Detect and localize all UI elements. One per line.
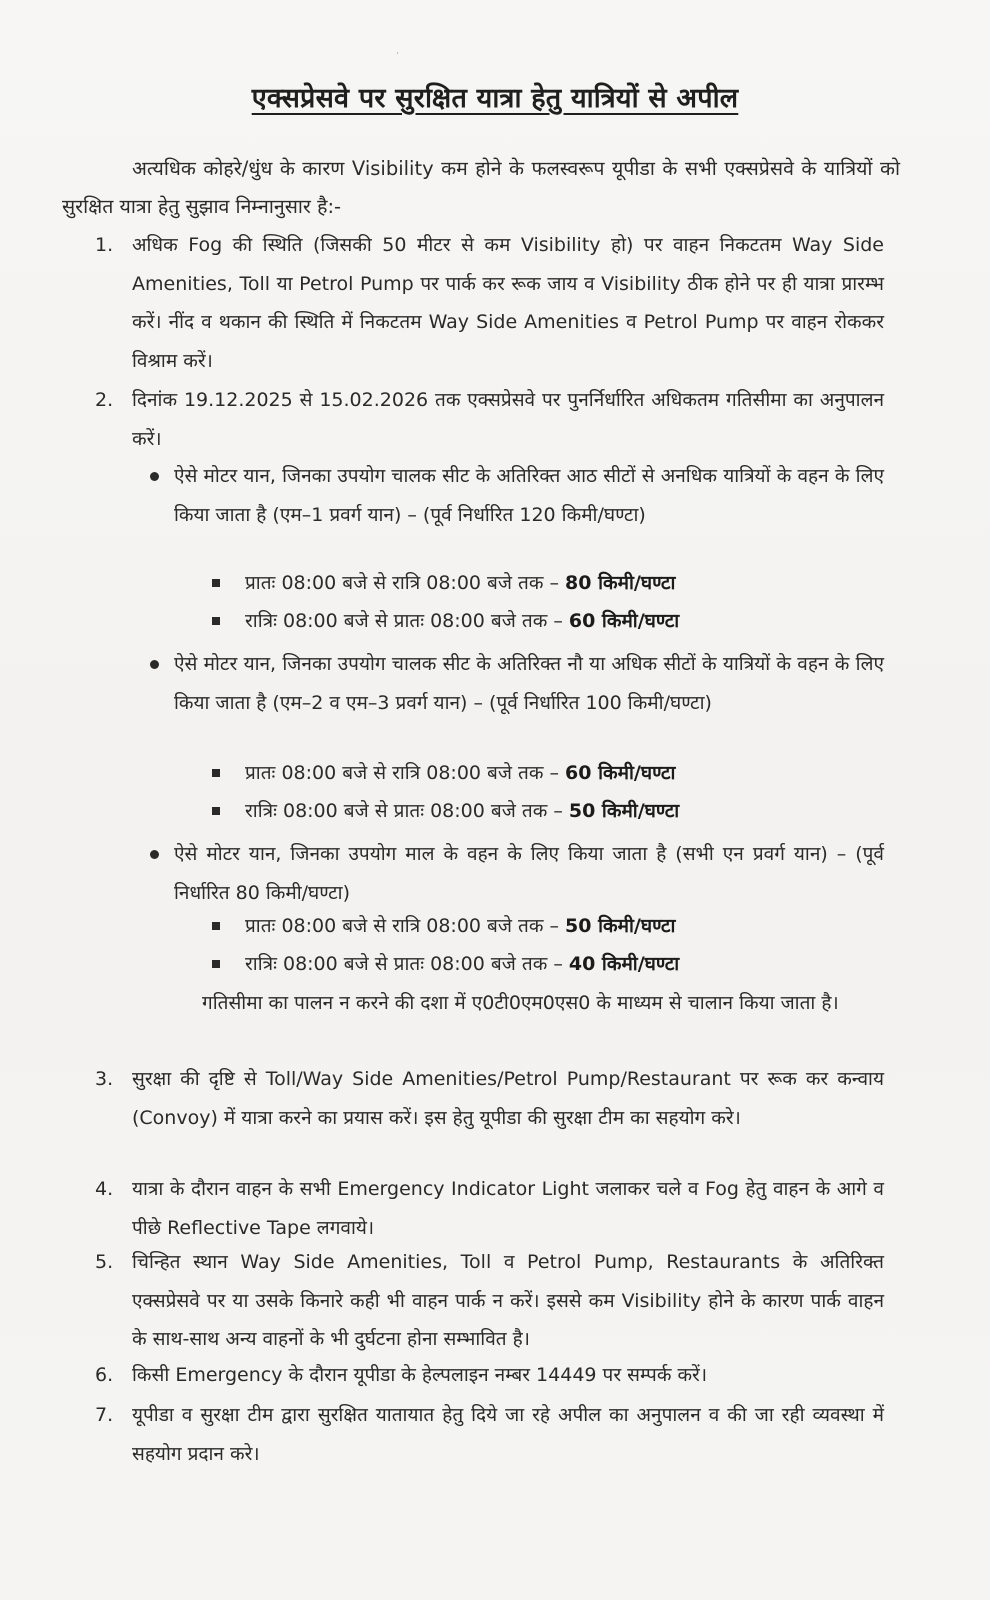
speed-limit-night xyxy=(245,945,679,983)
square-bullet-icon xyxy=(212,922,220,930)
list-item: अधिक Fog की स्थिति (जिसकी 50 मीटर से कम Visibility हो) पर वाहन निकटतम Way Side Amenities, Toll या Petrol Pump पर पार्क कर रूक जाय व Visibility ठीक होने पर ही यात्रा प्रारम्भ करें। नींद व थकान की स्थिति में निकटतम Way Side Amenities व Petrol Pump पर वाहन रोककर विश्राम करें। xyxy=(132,234,884,372)
item-number: 2. xyxy=(95,389,114,411)
document-title: एक्सप्रेसवे पर सुरक्षित यात्रा हेतु यात्रियों से अपील xyxy=(251,83,739,114)
scan-mark: ˙ xyxy=(395,52,400,63)
intro-paragraph: अत्यधिक कोहरे/धुंध के कारण Visibility कम होने के फलस्वरूप यूपीडा के सभी एक्सप्रेसवे के यात्रियों को सुरक्षित यात्रा हेतु सुझाव निम्नानुसार है:- xyxy=(62,157,900,218)
item-number: 6. xyxy=(95,1364,114,1386)
speed-limit-day xyxy=(245,754,675,792)
square-bullet-icon xyxy=(212,960,220,968)
speed-value: 50 किमी/घण्टा xyxy=(565,915,676,937)
speed-value: 50 किमी/घण्टा xyxy=(568,800,680,822)
item-number: 3. xyxy=(95,1068,114,1090)
item-number: 7. xyxy=(95,1404,114,1426)
vehicle-category: ऐसे मोटर यान, जिनका उपयोग चालक सीट के अतिरिक्त आठ सीटों से अनधिक यात्रियों के वहन के लिए किया जाता है (एम–1 प्रवर्ग यान) – (पूर्व निर्धारित 120 किमी/घण्टा) xyxy=(174,465,884,526)
square-bullet-icon xyxy=(212,769,220,777)
bullet-icon xyxy=(150,660,159,669)
time-range: प्रातः 08:00 बजे से रात्रि 08:00 बजे तक – xyxy=(245,915,559,937)
bullet-icon xyxy=(150,472,159,481)
list-item: चिन्हित स्थान Way Side Amenities, Toll व Petrol Pump, Restaurants के अतिरिक्त एक्सप्रेसवे पर या उसके किनारे कही भी वाहन पार्क न करें। इससे कम Visibility होने के कारण पार्क वाहन के साथ-साथ अन्य वाहनों के भी दुर्घटना होना सम्भावित है। xyxy=(132,1251,884,1350)
time-range: प्रातः 08:00 बजे से रात्रि 08:00 बजे तक – xyxy=(245,572,559,594)
vehicle-category: ऐसे मोटर यान, जिनका उपयोग माल के वहन के लिए किया जाता है (सभी एन प्रवर्ग यान) – (पूर्व निर्धारित 80 किमी/घण्टा) xyxy=(174,843,884,904)
speed-limit-day xyxy=(245,907,675,945)
square-bullet-icon xyxy=(212,617,220,625)
time-range: रात्रिः 08:00 बजे से प्रातः 08:00 बजे तक – xyxy=(245,800,563,822)
speed-value: 60 किमी/घण्टा xyxy=(568,610,680,632)
item-number: 5. xyxy=(95,1251,114,1273)
time-range: रात्रिः 08:00 बजे से प्रातः 08:00 बजे तक – xyxy=(245,610,563,632)
time-range: प्रातः 08:00 बजे से रात्रि 08:00 बजे तक – xyxy=(245,762,559,784)
list-item: यात्रा के दौरान वाहन के सभी Emergency Indicator Light जलाकर चले व Fog हेतु वाहन के आगे व पीछे Reflective Tape लगवाये। xyxy=(132,1178,884,1239)
list-item: दिनांक 19.12.2025 से 15.02.2026 तक एक्सप्रेसवे पर पुनर्निर्धारित अधिकतम गतिसीमा का अनुपालन करें। xyxy=(132,389,884,450)
list-item: किसी Emergency के दौरान यूपीडा के हेल्पलाइन नम्बर 14449 पर सम्पर्क करें। xyxy=(132,1364,708,1386)
square-bullet-icon xyxy=(212,807,220,815)
square-bullet-icon xyxy=(212,579,220,587)
speed-value: 60 किमी/घण्टा xyxy=(565,762,676,784)
list-item: यूपीडा व सुरक्षा टीम द्वारा सुरक्षित यातायात हेतु दिये जा रहे अपील का अनुपालन व की जा रही व्यवस्था में सहयोग प्रदान करे। xyxy=(132,1404,884,1465)
item-number: 4. xyxy=(95,1178,114,1200)
speed-limit-night xyxy=(245,792,679,830)
list-item: सुरक्षा की दृष्टि से Toll/Way Side Amenities/Petrol Pump/Restaurant पर रूक कर कन्वाय (Convoy) में यात्रा करने का प्रयास करें। इस हेतु यूपीडा की सुरक्षा टीम का सहयोग करे। xyxy=(132,1068,884,1129)
speed-limit-day xyxy=(245,564,675,602)
item-number: 1. xyxy=(95,234,114,256)
speed-value: 80 किमी/घण्टा xyxy=(565,572,676,594)
vehicle-category: ऐसे मोटर यान, जिनका उपयोग चालक सीट के अतिरिक्त नौ या अधिक सीटों के यात्रियों के वहन के लिए किया जाता है (एम–2 व एम–3 प्रवर्ग यान) – (पूर्व निर्धारित 100 किमी/घण्टा) xyxy=(174,653,884,714)
bullet-icon xyxy=(150,850,159,859)
speed-value: 40 किमी/घण्टा xyxy=(568,953,680,975)
speed-limit-night xyxy=(245,602,679,640)
challan-note: गतिसीमा का पालन न करने की दशा में ए0टी0एम0एस0 के माध्यम से चालान किया जाता है। xyxy=(202,992,839,1014)
time-range: रात्रिः 08:00 बजे से प्रातः 08:00 बजे तक – xyxy=(245,953,563,975)
